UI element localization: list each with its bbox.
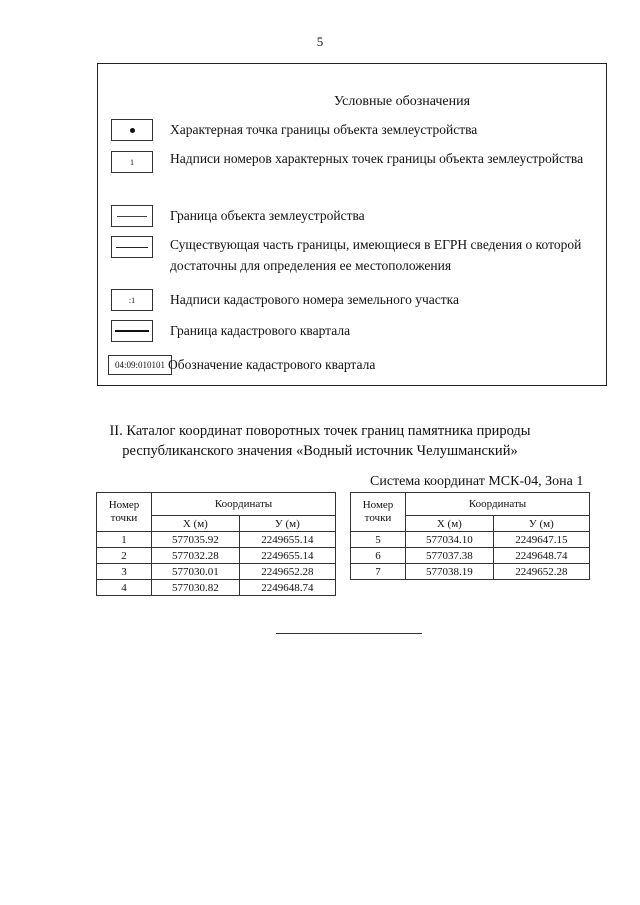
table-body-left <box>97 532 336 596</box>
coordinate-system: Система координат МСК-04, Зона 1 <box>370 474 584 489</box>
cell-point-number: 1 <box>97 532 152 548</box>
table-body-right <box>351 532 590 580</box>
cell-point-number: 4 <box>97 580 152 596</box>
parcel-number-symbol: :1 <box>111 289 153 311</box>
coordinates-table-right <box>350 492 590 580</box>
cell-point-number: 7 <box>351 564 406 580</box>
header-y: У (м) <box>493 516 589 532</box>
coordinates-table-left <box>96 492 336 596</box>
cell-point-number: 2 <box>97 548 152 564</box>
page-number: 5 <box>316 34 324 49</box>
legend-label: Граница объекта землеустройства <box>170 208 365 223</box>
header-x: X (м) <box>152 516 240 532</box>
table-row <box>97 548 336 564</box>
existing-boundary-line <box>116 247 148 248</box>
table-row <box>97 564 336 580</box>
legend-label: Надписи номеров характерных точек границы объекта землеустройства <box>170 151 584 166</box>
cell-y: 2249647.15 <box>493 532 589 548</box>
cell-x: 577037.38 <box>406 548 494 564</box>
cell-x: 577035.92 <box>152 532 240 548</box>
quarter-boundary-symbol <box>111 320 153 342</box>
cell-y: 2249655.14 <box>239 532 335 548</box>
catalog-title-line2: республиканского значения «Водный источник Челушманский» <box>122 443 518 459</box>
cell-y: 2249652.28 <box>493 564 589 580</box>
table-row <box>97 532 336 548</box>
legend-label: Характерная точка границы объекта землеустройства <box>170 122 478 137</box>
cell-x: 577034.10 <box>406 532 494 548</box>
legend-label: Обозначение кадастрового квартала <box>168 357 376 372</box>
cell-y: 2249655.14 <box>239 548 335 564</box>
header-point-number: Номер точки <box>351 493 406 532</box>
header-x: X (м) <box>406 516 494 532</box>
boundary-line <box>117 216 147 217</box>
legend-title: Условные обозначения <box>333 94 471 109</box>
cell-point-number: 3 <box>97 564 152 580</box>
header-coordinates: Координаты <box>152 493 336 516</box>
point-symbol <box>111 119 153 141</box>
catalog-title-line1: II. Каталог координат поворотных точек границ памятника природы <box>109 423 531 439</box>
header-coordinates: Координаты <box>406 493 590 516</box>
quarter-designation-symbol: 04:09:010101 <box>108 355 172 375</box>
legend-box <box>97 63 607 386</box>
point-number-symbol: 1 <box>111 151 153 173</box>
table-row <box>351 532 590 548</box>
catalog-title <box>0 421 640 461</box>
cell-point-number: 5 <box>351 532 406 548</box>
cell-y: 2249648.74 <box>493 548 589 564</box>
legend-label: Надписи кадастрового номера земельного участка <box>170 292 459 307</box>
cell-y: 2249648.74 <box>239 580 335 596</box>
table-row <box>351 564 590 580</box>
header-point-number: Номер точки <box>97 493 152 532</box>
divider-line <box>276 633 422 634</box>
cell-x: 577038.19 <box>406 564 494 580</box>
header-y: У (м) <box>239 516 335 532</box>
cell-point-number: 6 <box>351 548 406 564</box>
quarter-boundary-line <box>115 330 149 332</box>
table-row <box>351 548 590 564</box>
legend-label: Граница кадастрового квартала <box>170 323 351 338</box>
cell-x: 577030.01 <box>152 564 240 580</box>
point-marker <box>130 128 135 133</box>
cell-x: 577030.82 <box>152 580 240 596</box>
cell-x: 577032.28 <box>152 548 240 564</box>
cell-y: 2249652.28 <box>239 564 335 580</box>
object-boundary-symbol <box>111 205 153 227</box>
table-row <box>97 580 336 596</box>
legend-label: Существующая часть границы, имеющиеся в ЕГРН сведения о которой достаточны для определения ее местоположения <box>170 237 582 273</box>
existing-boundary-symbol <box>111 236 153 258</box>
